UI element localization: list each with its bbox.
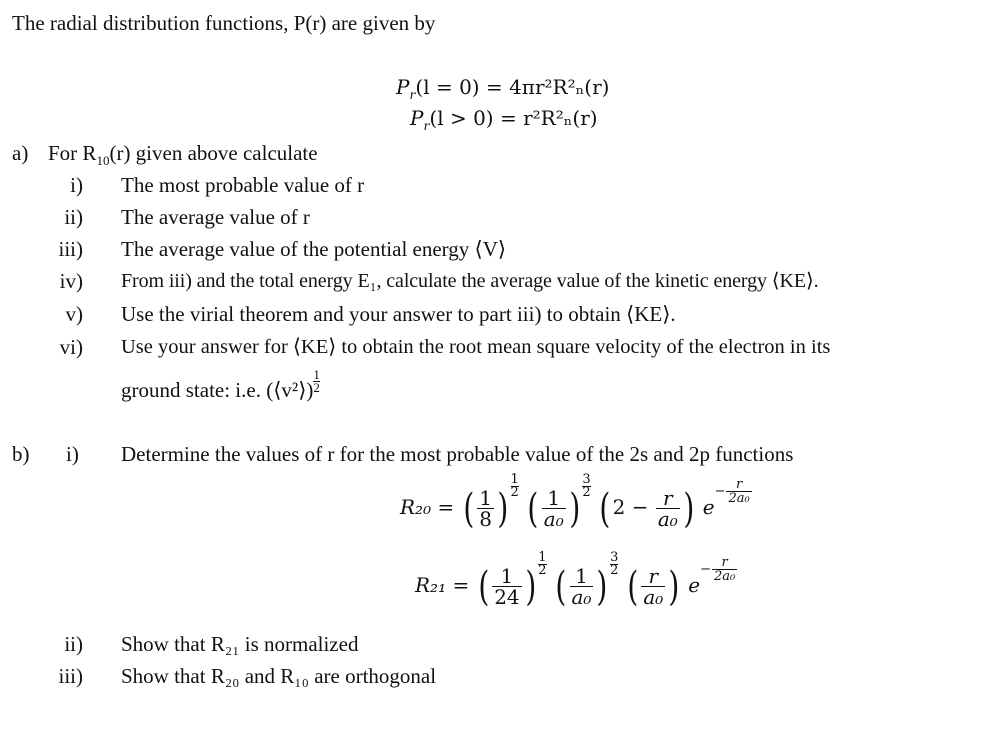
formula-2-cond: (l > 0) — [429, 106, 494, 130]
part-b-item-2-text: Show that R₂₁ is normalized — [121, 632, 359, 656]
r21-exp-3-den: 2 — [610, 563, 619, 578]
r20-frac-1-a0 — [542, 488, 566, 529]
formula-1-sub: r — [409, 87, 416, 102]
part-a-heading-sub: 10 — [96, 153, 110, 169]
part-a-item-1-text: The most probable value of r — [121, 173, 365, 197]
r21-exp-half-den: 2 — [538, 563, 547, 578]
r21-exp-half — [538, 552, 546, 577]
r20-frac3-den: a₀ — [657, 507, 678, 531]
formula-2-rhs: = r²R²ₙ(r) — [499, 106, 598, 130]
r21-frac2-num: 1 — [575, 564, 588, 588]
r20-exp-r: r — [735, 477, 743, 492]
r20-label: R₂₀ — [400, 495, 432, 519]
r21-exp-3-num: 3 — [610, 550, 619, 565]
part-a-heading-post: (r) given above calculate — [109, 141, 318, 165]
r21-exp-minus: − — [700, 562, 711, 577]
r21-frac-1-24 — [492, 566, 521, 607]
r21-e: e — [688, 573, 701, 597]
r20-frac-1-8 — [477, 488, 494, 529]
r20-exp-three-half — [582, 474, 590, 499]
part-a-item-4-text: From iii) and the total energy E₁, calculate the average value of the kinetic energy ⟨KE⟩. — [121, 270, 819, 292]
part-b-item-2-num: ii) — [64, 632, 83, 656]
part-a-item-6-text: Use your answer for ⟨KE⟩ to obtain the root mean square velocity of the electron in its — [121, 336, 831, 358]
r20-exp-half — [511, 474, 519, 499]
formula-2-lhs: P — [410, 106, 424, 130]
r21-exp-r: r — [721, 555, 728, 570]
r20-exp-term — [715, 478, 753, 505]
r20-minus: − — [631, 495, 649, 519]
r20-exp-half-den: 2 — [510, 485, 519, 500]
part-a-item-2-text: The average value of r — [121, 205, 310, 229]
formula-1-rhs: = 4πr²R²ₙ(r) — [485, 75, 610, 99]
intro-text: The radial distribution functions, P(r) are given by — [12, 11, 436, 35]
part-a-item-1-num: i) — [70, 173, 83, 197]
r21-exp-2a0: 2a₀ — [713, 569, 736, 584]
r20-exp-3-den: 2 — [582, 485, 591, 500]
r21-frac-den: 24 — [494, 585, 520, 609]
r20-frac2-num: 1 — [547, 486, 561, 510]
part-a-heading — [48, 140, 318, 169]
r20-frac3-num: r — [663, 486, 673, 510]
r21-frac-1-a0 — [570, 566, 594, 607]
r20-formula: R₂₀ = ( $\frac{1}{8}$ ) $\frac{1}{2}$ ( $\frac{1}{\text{a₀}}$ ) $\frac{3}{2}$ ( 2 − $\frac{r}{\text{a₀}}$ ) e− $\frac{r}{\text{2a₀}}$ — [400, 488, 753, 529]
formula-1-cond: (l = 0) — [415, 75, 480, 99]
part-a-item-3-num: iii) — [58, 237, 83, 261]
r21-frac3-num: r — [648, 564, 659, 588]
r21-frac-num: 1 — [500, 564, 514, 588]
r20-equals: = — [437, 495, 455, 519]
r21-exp-term — [700, 556, 738, 583]
part-b-item-1-num: i) — [66, 442, 79, 466]
r20-e: e — [702, 495, 715, 519]
part-a-item-2-num: ii) — [64, 205, 83, 229]
r20-exp-half-num: 1 — [510, 472, 519, 487]
formula-2-sub: r — [423, 118, 430, 133]
r21-frac2-den: a₀ — [571, 585, 592, 609]
part-a-label: a) — [12, 141, 29, 165]
part-a-item-6-num: vi) — [59, 335, 83, 359]
r21-exp-three-half — [610, 552, 618, 577]
r20-exp-minus: − — [714, 484, 726, 499]
r21-frac3-den: a₀ — [643, 585, 664, 609]
formula-1-lhs: P — [396, 75, 410, 99]
part-a-item-5-text: Use the virial theorem and your answer to part iii) to obtain ⟨KE⟩. — [121, 302, 676, 326]
r21-formula: R₂₁ = ( $\frac{1}{24}$ ) $\frac{1}{2}$ ( $\frac{1}{\text{a₀}}$ ) $\frac{3}{2}$ ( $\frac{r}{\text{a₀}}$ ) e− $\frac{r}{\text{2a₀}}$ — [415, 566, 738, 607]
part-b-item-1-text: Determine the values of r for the most probable value of the 2s and 2p functions — [121, 442, 794, 466]
r21-label: R₂₁ — [415, 573, 447, 597]
r20-frac2-den: a₀ — [543, 507, 564, 531]
part-b-item-3-num: iii) — [58, 664, 83, 688]
part-a-item-4-num: iv) — [59, 269, 83, 293]
r21-exp-half-num: 1 — [538, 550, 547, 565]
r20-frac-num: 1 — [479, 486, 492, 510]
formula-line-2 — [410, 106, 598, 133]
r20-two: 2 — [612, 495, 626, 519]
part-a-item-5-num: v) — [65, 302, 83, 326]
r21-frac-r-a0 — [641, 566, 665, 607]
part-b-item-3-text: Show that R₂₀ and R₁₀ are orthogonal — [121, 664, 437, 688]
r20-frac-r-a0 — [656, 488, 680, 529]
r21-equals: = — [452, 573, 470, 597]
r20-exp-2a0: 2a₀ — [728, 491, 750, 506]
vi-exponent-den: 2 — [313, 380, 320, 395]
vi-exponent — [313, 369, 320, 394]
part-a-item-3-text: The average value of the potential energy ⟨V⟩ — [121, 237, 507, 261]
formula-line-1 — [396, 75, 610, 102]
part-a-heading-pre: For R — [48, 141, 97, 165]
part-a-vi-cont-text: ground state: i.e. (⟨v²⟩) — [121, 378, 314, 402]
vi-exponent-num: 1 — [313, 367, 320, 382]
part-b-label: b) — [12, 442, 30, 466]
r20-frac-den: 8 — [479, 507, 492, 531]
part-a-item-6-continued — [121, 367, 320, 403]
r20-exp-3-num: 3 — [582, 472, 591, 487]
